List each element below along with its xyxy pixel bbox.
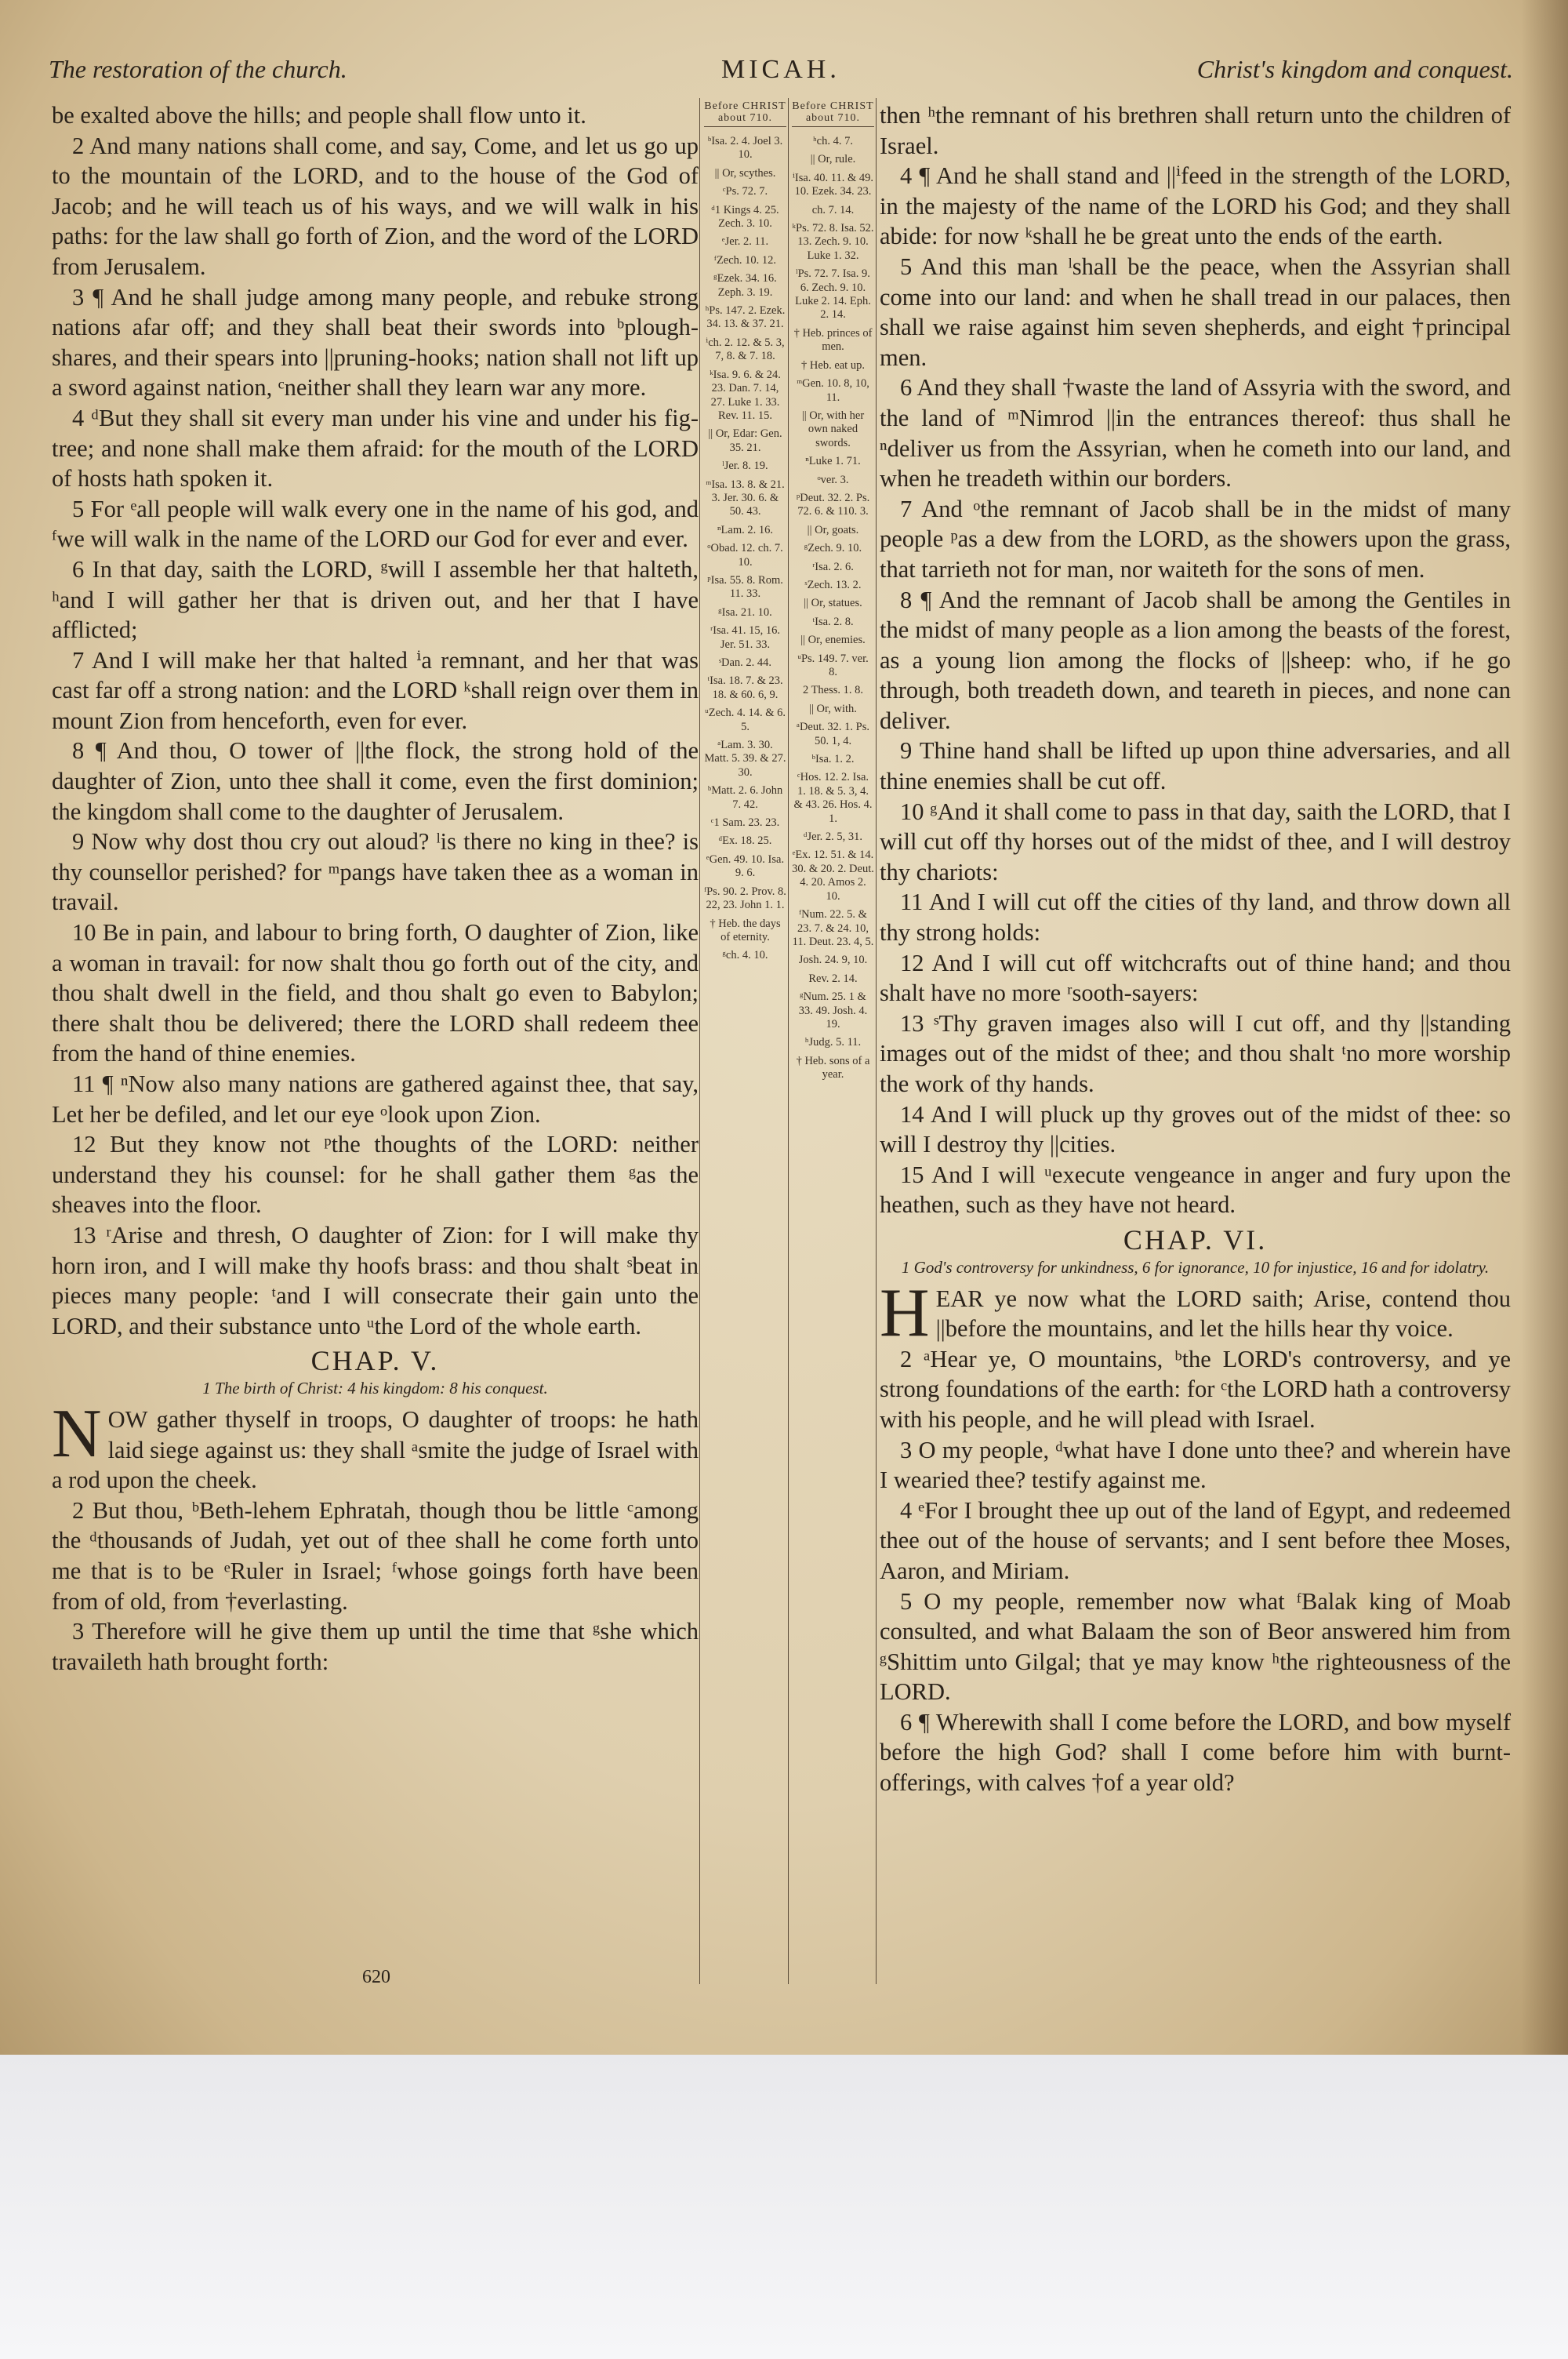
chapter-5-verses xyxy=(880,161,1511,1220)
margin-reference: || Or, statues. xyxy=(804,597,862,610)
reference-list xyxy=(792,135,874,1082)
verse: 5 O my people, remember now what ᶠBalak king of Moab consulted, and what Balaam the son of Beor answered him from ᵍShittim unto Gilgal; that ye may know ʰthe righteousness of the LORD. xyxy=(880,1587,1511,1706)
verse: 13 ʳArise and thresh, O daughter of Zion: for I will make thy horn iron, and I will make thy hoofs brass: and thou shalt ˢbeat in pieces many people: ᵗand I will consecrate their gain unto the LORD, and their substance unto ᵘthe Lord of the whole earth. xyxy=(52,1221,699,1339)
margin-reference: † Heb. sons of a year. xyxy=(796,1054,870,1081)
margin-reference: ᵉGen. 49. 10. Isa. 9. 6. xyxy=(706,852,785,880)
margin-reference: ᵇMatt. 2. 6. John 7. 42. xyxy=(707,784,783,811)
margin-reference: † Heb. the days of eternity. xyxy=(710,917,781,943)
chapter-4-verses xyxy=(52,131,699,1342)
margin-reference: ʳIsa. 41. 15, 16. Jer. 51. 33. xyxy=(710,624,780,651)
margin-reference: ᵈEx. 18. 25. xyxy=(718,834,772,848)
margin-reference: || Or, scythes. xyxy=(714,166,776,180)
margin-reference: † Heb. eat up. xyxy=(801,358,865,372)
margin-reference: ᵗIsa. 18. 7. & 23. 18. & 60. 6, 9. xyxy=(707,674,783,701)
drop-cap: N xyxy=(52,1395,102,1472)
verse: be exalted above the hills; and people shall flow unto it. xyxy=(52,102,586,129)
margin-reference: ᶠNum. 22. 5. & 23. 7. & 24. 10, 11. Deut. 23. 4, 5. xyxy=(792,908,874,948)
verse: 12 But they know not ᵖthe thoughts of the LORD: neither understand they his counsel: for he shall gather them ᵍas the sheaves into the floor. xyxy=(52,1131,699,1219)
margin-reference: ᵒver. 3. xyxy=(817,473,849,486)
column-rule xyxy=(788,98,789,1984)
verse xyxy=(880,1274,1511,1351)
running-head-book: MICAH. xyxy=(721,55,840,84)
verse: 10 ᵍAnd it shall come to pass in that day, saith the LORD, that I will cut off thy horses out of the midst of thee, and I will destroy thy chariots: xyxy=(880,798,1511,885)
verse-text: EAR ye now what the LORD saith; Arise, contend thou ||before the mountains, and let the hills hear thy voice. xyxy=(935,1285,1511,1343)
verse: 3 Therefore will he give them up until the time that ᵍshe which travaileth hath brought forth: xyxy=(52,1618,699,1675)
margin-reference: ᵒObad. 12. ch. 7. 10. xyxy=(707,542,783,569)
verse: 2 And many nations shall come, and say, Come, and let us go up to the mountain of the LORD, and to the house of the God of Jacob; and he will teach us of his ways, and we will walk in his paths: for the law shall go forth of Zion, and the word of the LORD from Jerusalem. xyxy=(52,132,699,280)
margin-reference: ᵏPs. 72. 8. Isa. 52. 13. Zech. 9. 10. Luke 1. 32. xyxy=(792,222,874,262)
margin-reference: ᵉJer. 2. 11. xyxy=(721,235,769,249)
verse-text: OW gather thyself in troops, O daughter of troops: he hath laid siege against us: they shall ᵃsmite the judge of Israel with a rod upon the cheek. xyxy=(52,1405,699,1494)
verse: then ʰthe remnant of his brethren shall return unto the children of Israel. xyxy=(880,102,1511,159)
verse: 2 ᵃHear ye, O mountains, ᵇthe LORD's controversy, and ye strong foundations of the earth: for ᶜthe LORD hath a controversy with his people, and he will plead with Israel. xyxy=(880,1345,1511,1433)
margin-reference: ch. 7. 14. xyxy=(811,203,855,216)
margin-reference: ʳIsa. 2. 6. xyxy=(812,560,854,573)
verse: 3 O my people, ᵈwhat have I done unto thee? and wherein have I wearied thee? testify against me. xyxy=(880,1436,1511,1494)
margin-reference: ⁱIsa. 40. 11. & 49. 10. Ezek. 34. 23. xyxy=(792,171,874,198)
margin-reference: Josh. 24. 9, 10. xyxy=(798,954,868,967)
verse: 5 For ᵉall people will walk every one in the name of his god, and ᶠwe will walk in the name of the LORD our God for ever and ever. xyxy=(52,495,699,553)
verse: 9 Thine hand shall be lifted up upon thine adversaries, and all thine enemies shall be cut off. xyxy=(880,737,1511,795)
margin-reference: ᵖIsa. 55. 8. Rom. 11. 33. xyxy=(707,573,783,601)
margin-reference: ᵉEx. 12. 51. & 14. 30. & 20. 2. Deut. 4. 20. Amos 2. 10. xyxy=(792,849,874,903)
verse: 14 And I will pluck up thy groves out of the midst of thee: so will I destroy thy ||cities. xyxy=(880,1100,1511,1158)
verse: 6 ¶ Wherewith shall I come before the LORD, and bow myself before the high God? shall I come before him with burnt-offerings, with calves †of a year old? xyxy=(880,1708,1511,1797)
margin-reference: ʰPs. 147. 2. Ezek. 34. 13. & 37. 21. xyxy=(705,304,786,331)
verse: 8 ¶ And the remnant of Jacob shall be among the Gentiles in the midst of many people as a lion among the beasts of the forest, as a young lion among the flocks of ||sheep: who, if he go through, both treadeth down, and teareth in pieces, and none can deliver. xyxy=(880,586,1511,734)
margin-reference: ᶠPs. 90. 2. Prov. 8. 22, 23. John 1. 1. xyxy=(704,885,786,912)
margin-reference: ⁱch. 2. 12. & 5. 3, 7, 8. & 7. 18. xyxy=(706,336,785,363)
margin-reference: || Or, goats. xyxy=(807,523,859,536)
verse: 6 And they shall †waste the land of Assyria with the sword, and the land of ᵐNimrod ||in the entrances thereof: thus shall he ⁿdeliver us from the Assyrian, when he cometh into our land, and when he treadeth within our borders. xyxy=(880,374,1511,493)
page-number: 620 xyxy=(362,1967,390,1987)
right-text-column xyxy=(880,100,1511,1798)
margin-reference: || Or, with her own naked swords. xyxy=(801,409,865,449)
margin-reference: ᵍNum. 25. 1 & 33. 49. Josh. 4. 19. xyxy=(798,990,868,1030)
margin-reference: ᶜPs. 72. 7. xyxy=(722,185,768,198)
margin-reference: ᶠZech. 10. 12. xyxy=(713,253,777,267)
verse: 11 And I will cut off the cities of thy land, and throw down all thy strong holds: xyxy=(880,889,1511,947)
verse: 8 ¶ And thou, O tower of ||the flock, the strong hold of the daughter of Zion, unto thee shall it come, even the first dominion; the kingdom shall come to the daughter of Jerusalem. xyxy=(52,737,699,825)
verse: 12 And I will cut off witchcrafts out of thine hand; and thou shalt have no more ʳsooth-sayers: xyxy=(880,949,1511,1007)
margin-reference: 2 Thess. 1. 8. xyxy=(802,684,864,697)
margin-reference: ᵐGen. 10. 8, 10, 11. xyxy=(797,377,869,404)
margin-date-header: Before CHRIST about 710. xyxy=(704,100,786,127)
verse: 9 Now why dost thou cry out aloud? ˡis there no king in thee? is thy counsellor perished? for ᵐpangs have taken thee as a woman in travail. xyxy=(52,828,699,916)
margin-reference: || Or, with. xyxy=(809,702,857,715)
drop-cap: H xyxy=(880,1274,930,1351)
verse: 2 But thou, ᵇBeth-lehem Ephratah, though thou be little ᶜamong the ᵈthousands of Judah, yet out of thee shall he come forth unto me that is to be ᵉRuler in Israel; ᶠwhose goings forth have been from of old, from †everlasting. xyxy=(52,1496,699,1615)
margin-reference: ᵍIsa. 21. 10. xyxy=(718,605,772,619)
margin-reference: || Or, enemies. xyxy=(800,634,866,647)
margin-reference: ᵃDeut. 32. 1. Ps. 50. 1, 4. xyxy=(797,721,869,747)
margin-reference: † Heb. princes of men. xyxy=(793,326,873,354)
margin-references-right xyxy=(792,100,874,1087)
margin-reference: ᵘPs. 149. 7. ver. 8. xyxy=(797,652,869,678)
column-rule xyxy=(876,98,877,1984)
chapter-heading: CHAP. VI. xyxy=(1123,1223,1268,1256)
margin-reference: ᵍZech. 9. 10. xyxy=(804,542,862,555)
margin-reference: ᵖDeut. 32. 2. Ps. 72. 6. & 110. 3. xyxy=(796,491,870,518)
verse: 6 In that day, saith the LORD, ᵍwill I assemble her that halteth, ʰand I will gather her that is driven out, and her that I have afflicted; xyxy=(52,555,699,644)
margin-references-left xyxy=(704,100,786,968)
margin-reference: Rev. 2. 14. xyxy=(808,972,858,985)
running-head-right: Christ's kingdom and conquest. xyxy=(1196,55,1513,83)
margin-reference: ˡPs. 72. 7. Isa. 9. 6. Zech. 9. 10. Luke 2. 14. Eph. 2. 14. xyxy=(795,267,871,322)
verse: 5 And this man ˡshall be the peace, when the Assyrian shall come into our land: and when he shall tread in our palaces, then shall we raise against him seven shepherds, and eight †principal men. xyxy=(880,253,1511,371)
margin-reference: ᵏIsa. 9. 6. & 24. 23. Dan. 7. 14, 27. Luke 1. 33. Rev. 11. 15. xyxy=(710,368,781,422)
margin-reference: ᶜ1 Sam. 23. 23. xyxy=(710,816,780,830)
left-text-column xyxy=(52,100,699,1677)
margin-reference: ᵐIsa. 13. 8. & 21. 3. Jer. 30. 6. & 50. 43. xyxy=(706,478,785,518)
verse: 3 ¶ And he shall judge among many people, and rebuke strong nations afar off; and they shall beat their swords into ᵇplough-shares, and their spears into ||pruning-hooks; nation shall not lift up a sword against nation, ᶜneither shall they learn war any more. xyxy=(52,283,699,402)
verse xyxy=(52,1395,699,1496)
margin-reference: ᵈJer. 2. 5, 31. xyxy=(804,831,862,844)
chapter-6-verses xyxy=(880,1344,1511,1798)
background-surface xyxy=(0,2055,1568,2359)
margin-reference: ᵍEzek. 34. 16. Zeph. 3. 19. xyxy=(713,272,777,299)
verse: 4 ᵈBut they shall sit every man under his vine and under his fig-tree; and none shall make them afraid: for the mouth of the LORD of hosts hath spoken it. xyxy=(52,404,699,493)
margin-date-header: Before CHRIST about 710. xyxy=(792,100,874,127)
verse: 4 ¶ And he shall stand and ||ⁱfeed in the strength of the LORD, in the majesty of the name of the LORD his God; and they shall abide: for now ᵏshall he be great unto the ends of the earth. xyxy=(880,162,1511,250)
margin-reference: ⁿLuke 1. 71. xyxy=(805,455,861,468)
margin-reference: ᵈ1 Kings 4. 25. Zech. 3. 10. xyxy=(711,203,779,231)
verse: 10 Be in pain, and labour to bring forth, O daughter of Zion, like a woman in travail: for now shalt thou go forth out of the city, and thou shalt dwell in the field, and thou shalt go even to Babylon; there shalt thou be delivered; there the LORD shall redeem thee from the hand of thine enemies. xyxy=(52,919,699,1067)
reference-list xyxy=(704,135,786,963)
verse: 7 And I will make her that halted ⁱa remnant, and her that was cast far off a strong nation: and the LORD ᵏshall reign over them in mount Zion from henceforth, even for ever. xyxy=(52,646,699,734)
chapter-summary: 1 God's controversy for unkindness, 6 for ignorance, 10 for injustice, 16 and for idolatry. xyxy=(901,1257,1490,1277)
margin-reference: ᶜHos. 12. 2. Isa. 1. 18. & 5. 3, 4. & 43. 26. Hos. 4. 1. xyxy=(793,771,873,825)
chapter-5-verses xyxy=(52,1496,699,1677)
margin-reference: ᵍch. 4. 10. xyxy=(722,949,768,962)
verse: 11 ¶ ⁿNow also many nations are gathered against thee, that say, Let her be defiled, and let our eye ᵒlook upon Zion. xyxy=(52,1070,699,1128)
margin-reference: ⁿLam. 2. 16. xyxy=(717,523,773,536)
margin-reference: ʰJudg. 5. 11. xyxy=(804,1036,862,1049)
column-rule xyxy=(699,98,700,1984)
verse: 13 ˢThy graven images also will I cut off, and thy ||standing images out of the midst of thee; and thou shalt ᵗno more worship the work of thy hands. xyxy=(880,1009,1511,1097)
margin-reference: ˡJer. 8. 19. xyxy=(722,460,768,473)
running-head-left: The restoration of the church. xyxy=(49,55,347,83)
chapter-heading: CHAP. V. xyxy=(310,1345,440,1377)
margin-reference: || Or, rule. xyxy=(810,153,856,166)
margin-reference: ᵇIsa. 2. 4. Joel 3. 10. xyxy=(707,135,783,162)
margin-reference: ᵇIsa. 1. 2. xyxy=(811,753,855,766)
verse: 7 And ᵒthe remnant of Jacob shall be in the midst of many people ᵖas a dew from the LORD, as the showers upon the grass, that tarrieth not for man, nor waiteth for the sons of men. xyxy=(880,495,1511,583)
verse: 15 And I will ᵘexecute vengeance in anger and fury upon the heathen, such as they have not heard. xyxy=(880,1161,1511,1219)
margin-reference: ᵘZech. 4. 14. & 6. 5. xyxy=(704,707,786,733)
margin-reference: ˢDan. 2. 44. xyxy=(718,656,772,669)
verse: 4 ᵉFor I brought thee up out of the land of Egypt, and redeemed thee out of the house of servants; and I sent before thee Moses, Aaron, and Miriam. xyxy=(880,1496,1511,1584)
margin-reference: ˢZech. 13. 2. xyxy=(804,578,862,591)
margin-reference: ᵃLam. 3. 30. Matt. 5. 39. & 27. 30. xyxy=(704,739,786,779)
margin-reference: ᵗIsa. 2. 8. xyxy=(812,615,854,628)
chapter-summary: 1 The birth of Christ: 4 his kingdom: 8 his conquest. xyxy=(202,1378,548,1398)
margin-reference: ʰch. 4. 7. xyxy=(813,135,853,147)
margin-reference: || Or, Edar: Gen. 35. 21. xyxy=(708,427,782,454)
